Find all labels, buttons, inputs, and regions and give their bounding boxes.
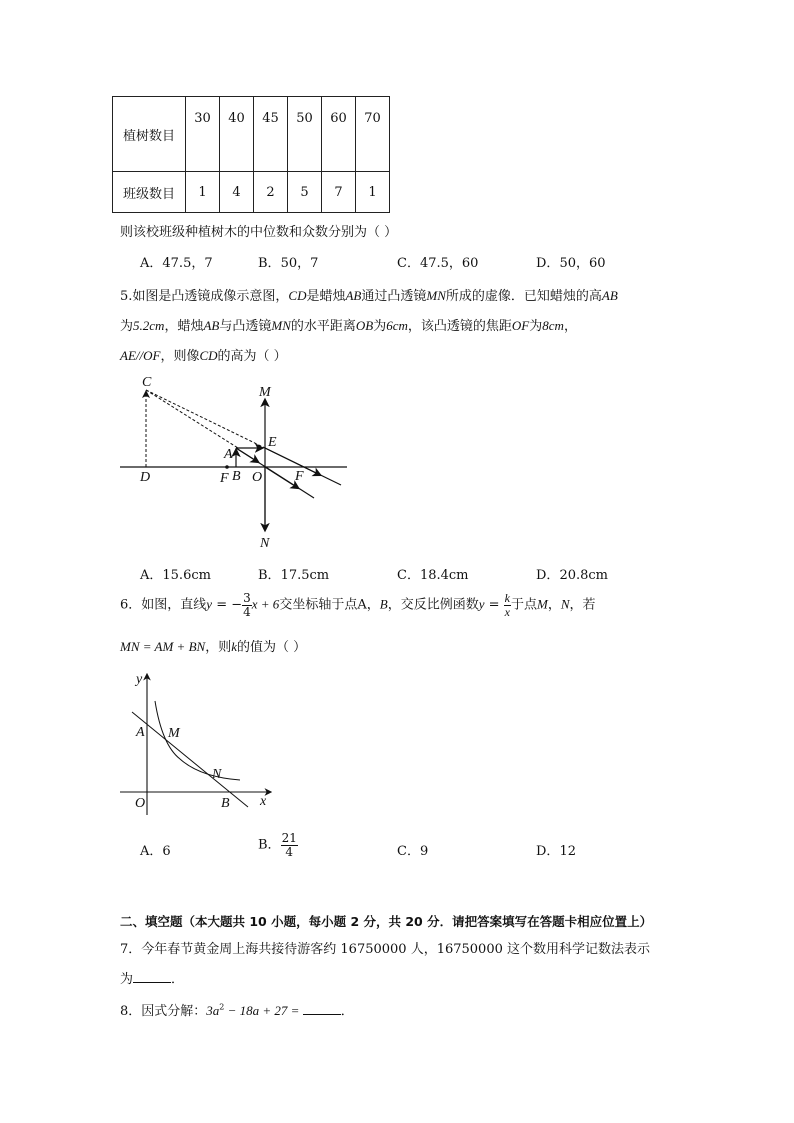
q6-option-d[interactable]: D．12 [536,844,576,859]
q6-option-a[interactable]: A．6 [140,844,171,859]
label-m: M [168,726,180,741]
q4-option-c[interactable]: C．47.5，60 [397,256,479,271]
label-f2: F [295,469,304,484]
label-n: N [212,767,222,782]
label-y: y [136,672,143,687]
q8-line: 8．因式分解：$3a^2 - 18a + 27$ = ． [120,1002,354,1019]
label-e: E [268,435,277,450]
q6-option-b[interactable]: B． $\frac{21}{4}$ [258,831,297,859]
answer-blank[interactable] [133,970,171,983]
table-cell: 60 [322,97,356,172]
label-f1: F [220,471,229,486]
q5-line3: AE//OF，则像CD的高为（ ） [120,348,287,364]
label-d: D [140,470,151,485]
q5-line2: 为5.2cm，蜡烛AB与凸透镜MN的水平距离OB为6cm，该凸透镜的焦距OF为8cm， [120,318,577,334]
table-cell: 30 [186,97,220,172]
row1-label: 植树数目 [113,97,186,172]
fraction-k-x: $\frac{k}{x}$ [504,591,510,619]
q5-line1: 5.如图是凸透镜成像示意图，CD是蜡烛AB通过凸透镜MN所成的虚像．已知蜡烛的高AB [120,288,618,304]
q4-option-b[interactable]: B．50，7 [258,256,319,271]
q5-option-c[interactable]: C．18.4cm [397,568,469,583]
q4-option-d[interactable]: D．50，60 [536,256,606,271]
q5-option-d[interactable]: D．20.8cm [536,568,608,583]
q5-option-b[interactable]: B．17.5cm [258,568,330,583]
table-cell: 70 [356,97,390,172]
q7-line2: 为 ． [120,972,185,987]
label-a: A [136,725,145,740]
table-cell: 1 [356,172,390,213]
table-cell: 2 [254,172,288,213]
label-o: O [135,796,146,811]
tree-count-table [112,96,390,213]
table-cell: 7 [322,172,356,213]
answer-blank[interactable] [303,1002,341,1015]
q4-question: 则该校班级种植树木的中位数和众数分别为（ ） [120,225,398,240]
convex-lens-diagram [110,370,360,555]
q6-option-c[interactable]: C．9 [397,844,429,859]
label-b: B [221,796,230,811]
fraction-3-4: $\frac{3}{4}$ [243,591,251,619]
row2-label: 班级数目 [113,172,186,213]
table-cell: 45 [254,97,288,172]
label-n: N [260,536,270,551]
table-cell: 1 [186,172,220,213]
label-o: O [252,470,263,485]
table-cell: 40 [220,97,254,172]
section-heading: 二、填空题（本大题共 10 小题，每小题 2 分，共 20 分．请把答案填写在答题卡相应位置上） [120,914,653,929]
table-cell: 50 [288,97,322,172]
table-cell: 4 [220,172,254,213]
fraction-21-4: $\frac{21}{4}$ [281,831,297,859]
q4-option-a[interactable]: A．47.5，7 [140,256,213,271]
label-x: x [260,794,267,809]
label-m: M [259,385,271,400]
q6-line1: 6．如图，直线y = − $\frac{3}{4}$ x + 6交坐标轴于点A，B，交反比例函数y = $\frac{k}{x}$ 于点M，N，若 [120,591,596,619]
q5-option-a[interactable]: A．15.6cm [140,568,211,583]
label-a: A [224,447,233,462]
q7-line1: 7．今年春节黄金周上海共接待游客约 16750000 人，16750000 这个数用科学记数法表示 [120,942,651,957]
table-cell: 5 [288,172,322,213]
coordinate-graph [110,665,290,815]
label-c: C [142,375,152,390]
q6-line2: MN = AM + BN，则k的值为（ ） [120,639,307,655]
label-b: B [232,469,241,484]
